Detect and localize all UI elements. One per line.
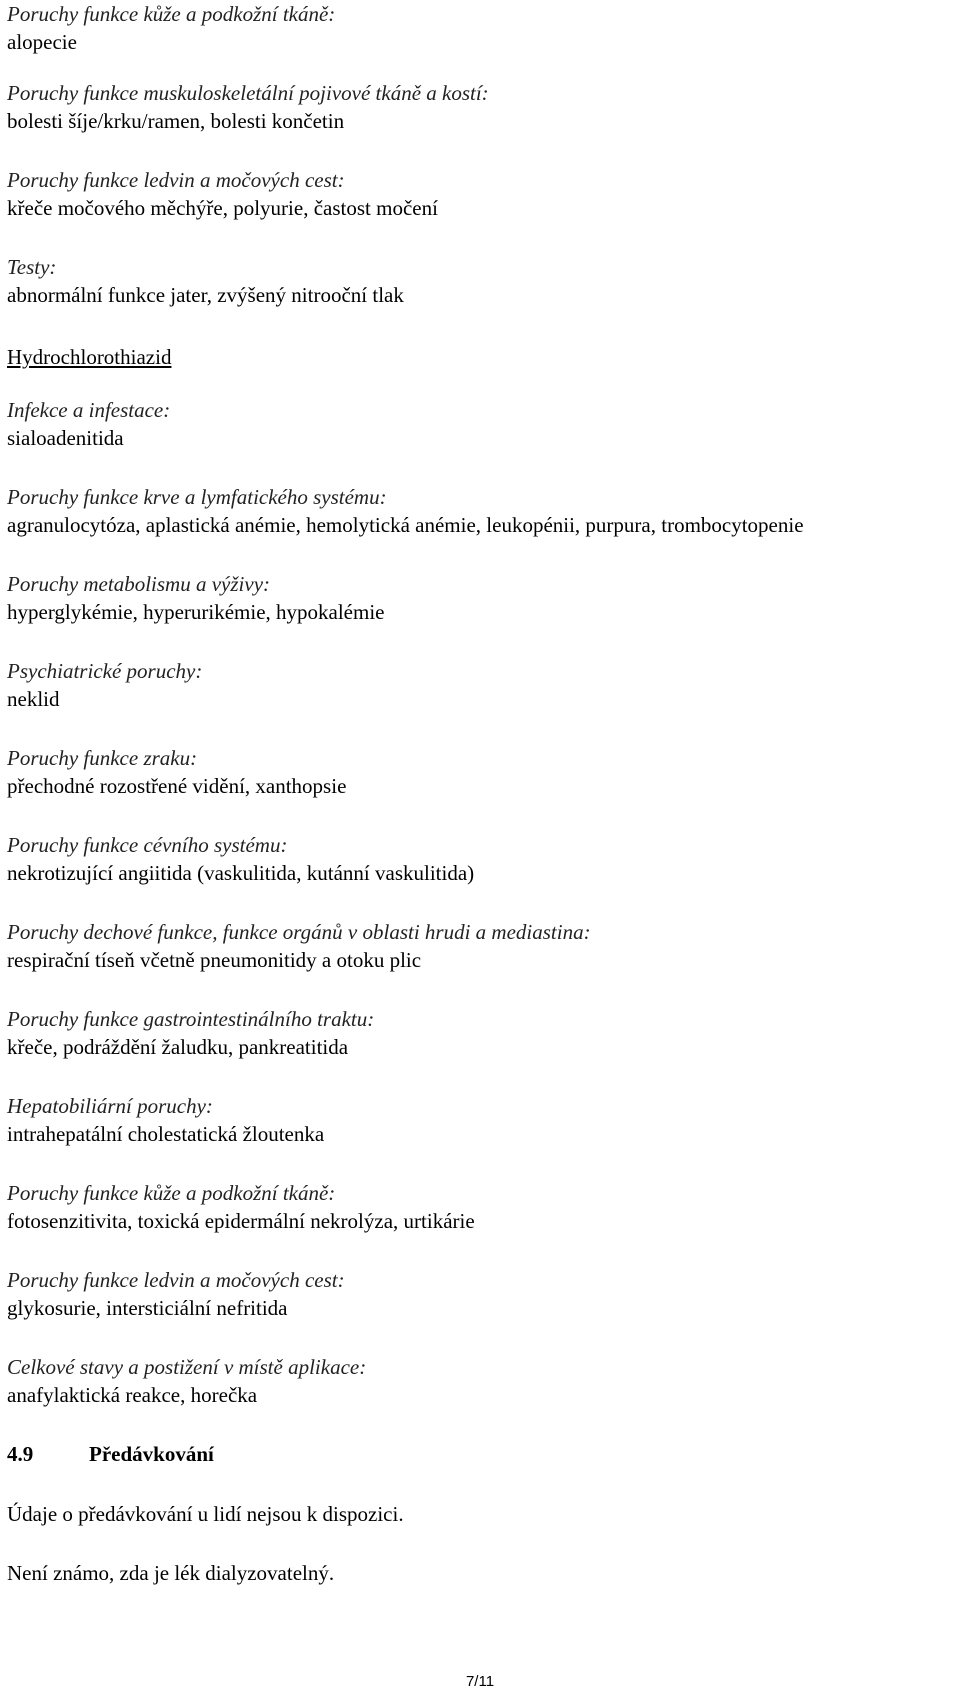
entry-heading: Poruchy funkce gastrointestinálního traktu: (7, 1007, 375, 1031)
entry-vascular-disorders (7, 831, 952, 887)
entry-metabolism-disorders (7, 570, 952, 626)
entry-text: křeče, podráždění žaludku, pankreatitida (7, 1035, 349, 1059)
paragraph-dialysis: Není známo, zda je lék dialyzovatelný. (7, 1561, 335, 1585)
entry-heading: Poruchy funkce krve a lymfatického systému: (7, 485, 387, 509)
entry-psychiatric-disorders (7, 657, 952, 713)
entry-text: neklid (7, 687, 60, 711)
entry-respiratory-disorders (7, 918, 952, 974)
entry-text: bolesti šíje/krku/ramen, bolesti končetin (7, 109, 345, 133)
entry-text: přechodné rozostřené vidění, xanthopsie (7, 774, 347, 798)
entry-text: intrahepatální cholestatická žloutenka (7, 1122, 325, 1146)
entry-general-disorders (7, 1353, 952, 1409)
entry-heading: Poruchy dechové funkce, funkce orgánů v oblasti hrudi a mediastina: (7, 920, 591, 944)
entry-text: alopecie (7, 30, 77, 54)
entry-heading: Psychiatrické poruchy: (7, 659, 203, 683)
entry-heading: Poruchy funkce cévního systému: (7, 833, 288, 857)
section-number: 4.9 (7, 1442, 34, 1466)
section-heading (7, 1440, 214, 1468)
entry-heading: Testy: (7, 255, 57, 279)
entry-heading: Infekce a infestace: (7, 398, 171, 422)
entry-text: nekrotizující angiitida (vaskulitida, kutánní vaskulitida) (7, 861, 475, 885)
entry-heading: Poruchy funkce kůže a podkožní tkáně: (7, 1181, 336, 1205)
entry-infections (7, 396, 952, 452)
entry-text: anafylaktická reakce, horečka (7, 1383, 258, 1407)
entry-heading: Poruchy funkce muskuloskeletální pojivové tkáně a kostí: (7, 81, 489, 105)
entry-text: respirační tíseň včetně pneumonitidy a otoku plic (7, 948, 422, 972)
entry-text: agranulocytóza, aplastická anémie, hemolytická anémie, leukopénii, purpura, trombocytopenie (7, 513, 804, 537)
entry-heading: Hepatobiliární poruchy: (7, 1094, 213, 1118)
entry-text: fotosenzitivita, toxická epidermální nekrolýza, urtikárie (7, 1209, 475, 1233)
entry-gastrointestinal-disorders (7, 1005, 952, 1061)
entry-text: hyperglykémie, hyperurikémie, hypokalémie (7, 600, 385, 624)
paragraph-overdose-data: Údaje o předávkování u lidí nejsou k dispozici. (7, 1502, 404, 1526)
entry-hepatobiliary-disorders (7, 1092, 952, 1148)
entry-blood-disorders (7, 483, 952, 539)
entry-eye-disorders (7, 744, 952, 800)
page-number: 7/11 (465, 1673, 495, 1690)
entry-renal-disorders-hctz (7, 1266, 952, 1322)
entry-text: glykosurie, intersticiální nefritida (7, 1296, 288, 1320)
entry-heading: Poruchy metabolismu a výživy: (7, 572, 271, 596)
entry-text: sialoadenitida (7, 426, 124, 450)
entry-heading: Poruchy funkce zraku: (7, 746, 198, 770)
entry-text: křeče močového měchýře, polyurie, častost močení (7, 196, 438, 220)
entry-heading: Poruchy funkce ledvin a močových cest: (7, 1268, 345, 1292)
entry-skin-disorders (7, 0, 952, 56)
entry-heading: Poruchy funkce kůže a podkožní tkáně: (7, 2, 336, 26)
entry-heading: Celkové stavy a postižení v místě aplikace: (7, 1355, 367, 1379)
entry-tests (7, 253, 952, 309)
entry-musculoskeletal-disorders (7, 79, 952, 135)
section-title: Předávkování (89, 1442, 214, 1466)
entry-skin-disorders-hctz (7, 1179, 952, 1235)
entry-text: abnormální funkce jater, zvýšený nitrooční tlak (7, 283, 404, 307)
substance-subtitle: Hydrochlorothiazid (7, 345, 172, 369)
entry-heading: Poruchy funkce ledvin a močových cest: (7, 168, 345, 192)
entry-renal-disorders (7, 166, 952, 222)
